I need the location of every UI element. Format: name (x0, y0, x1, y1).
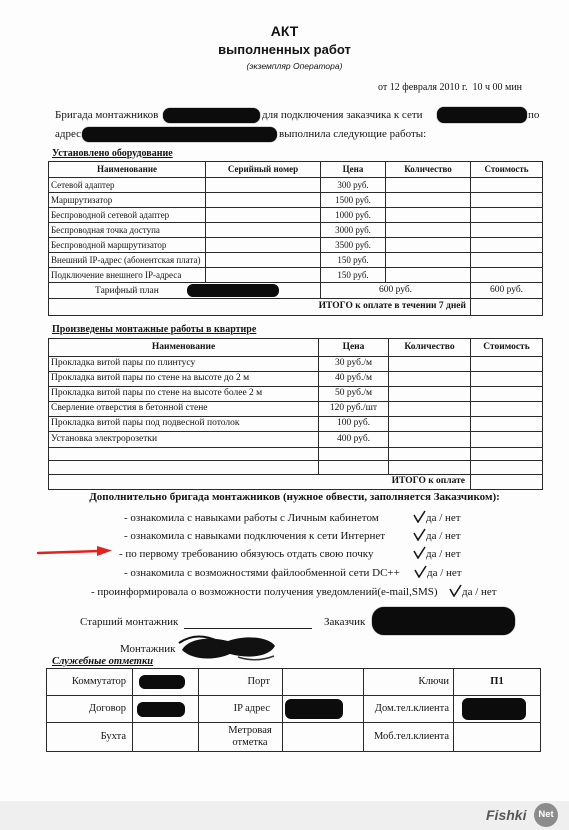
empty-table-row (49, 461, 543, 475)
meter-mark-label: Метровая отметка (228, 725, 272, 748)
empty-cell (389, 461, 471, 475)
cost-cell (471, 178, 543, 193)
table-row (49, 417, 543, 432)
total-row (49, 299, 543, 316)
work-name: Прокладка витой пары по стене на высоте более 2 м (49, 387, 319, 402)
quantity-cell (389, 357, 471, 372)
redaction-mark (372, 607, 515, 635)
checklist-answer: да / нет (426, 512, 461, 524)
table-row (49, 193, 543, 208)
redaction-mark (462, 698, 526, 720)
check-mark-icon (414, 565, 427, 578)
checklist-answer: да / нет (427, 567, 462, 579)
item-name: Беспроводной маршрутизатор (49, 238, 206, 253)
checklist-answer: да / нет (462, 586, 497, 598)
ip-value-cell (283, 696, 364, 723)
tariff-price: 600 руб. (321, 283, 471, 299)
cost-cell (471, 372, 543, 387)
item-price: 3500 руб. (321, 238, 386, 253)
tariff-row (49, 283, 543, 299)
document-subtitle: выполненных работ (218, 42, 351, 57)
table-row (49, 208, 543, 223)
work-price: 30 руб./м (319, 357, 389, 372)
redaction-mark (82, 127, 277, 142)
cost-cell (471, 208, 543, 223)
table-row (49, 268, 543, 283)
column-header-cost: Стоимость (471, 339, 543, 357)
contract-value-cell (133, 696, 199, 723)
redaction-mark (139, 675, 185, 689)
check-mark-icon (413, 528, 426, 541)
fishki-logo-text: Fishki (486, 807, 527, 823)
completed-text: выполнила следующие работы: (279, 128, 427, 140)
tariff-cell (49, 283, 321, 299)
table-row (49, 223, 543, 238)
total-row (49, 475, 543, 490)
cost-cell (471, 253, 543, 268)
redaction-mark (137, 702, 185, 717)
redaction-mark (187, 284, 279, 297)
item-price: 150 руб. (321, 253, 386, 268)
serial-cell (206, 238, 321, 253)
table-row (47, 669, 541, 696)
home-phone-value-cell (454, 696, 541, 723)
works-heading: Произведены монтажные работы в квартире (52, 324, 257, 335)
column-header-name: Наименование (49, 162, 206, 178)
serial-cell (206, 253, 321, 268)
mobile-phone-value-cell (454, 723, 541, 752)
quantity-cell (386, 238, 471, 253)
check-mark-icon (413, 546, 426, 559)
equipment-heading: Установлено оборудование (52, 148, 173, 159)
service-table (46, 668, 541, 752)
table-header-row (49, 339, 543, 357)
checklist-item-text: - проинформировала о возможности получения уведомлений(e-mail,SMS) (91, 586, 438, 598)
empty-cell (319, 461, 389, 475)
item-name: Внешний IP-адрес (абонентская плата) (49, 253, 206, 268)
column-header-price: Цена (321, 162, 386, 178)
work-price: 40 руб./м (319, 372, 389, 387)
checklist-item-text: - ознакомила с возможностями файлообменной сети DC++ (124, 567, 400, 579)
column-header-serial: Серийный номер (206, 162, 321, 178)
item-name: Маршрутизатор (49, 193, 206, 208)
total-label: ИТОГО к оплате в течении 7 дней (49, 299, 471, 316)
mobile-phone-label: Моб.тел.клиента (364, 723, 454, 752)
checklist-answer: да / нет (426, 530, 461, 542)
quantity-cell (386, 193, 471, 208)
watermark-bar (0, 801, 569, 830)
cost-cell (471, 238, 543, 253)
redaction-mark (163, 108, 260, 123)
spool-value-cell (133, 723, 199, 752)
serial-cell (206, 268, 321, 283)
meter-mark-value-cell (283, 723, 364, 752)
work-price: 120 руб./шт (319, 402, 389, 417)
column-header-price: Цена (319, 339, 389, 357)
port-label: Порт (199, 669, 283, 696)
work-name: Установка электророзетки (49, 432, 319, 448)
work-name: Сверление отверстия в бетонной стене (49, 402, 319, 417)
serial-cell (206, 208, 321, 223)
quantity-cell (389, 372, 471, 387)
table-row (49, 357, 543, 372)
work-price: 50 руб./м (319, 387, 389, 402)
item-name: Беспроводной сетевой адаптер (49, 208, 206, 223)
copy-note: (экземпляр Оператора) (246, 61, 343, 71)
empty-cell (319, 448, 389, 461)
quantity-cell (389, 417, 471, 432)
check-mark-icon (449, 584, 462, 597)
quantity-cell (386, 208, 471, 223)
senior-installer-label: Старший монтажник (80, 616, 179, 628)
item-price: 150 руб. (321, 268, 386, 283)
empty-cell (49, 448, 319, 461)
quantity-cell (386, 268, 471, 283)
quantity-cell (389, 432, 471, 448)
column-header-quantity: Количество (389, 339, 471, 357)
table-row (49, 372, 543, 387)
cost-cell (471, 432, 543, 448)
purpose-text: для подключения заказчика к сети (262, 109, 423, 121)
empty-cell (389, 448, 471, 461)
table-row (47, 723, 541, 752)
ip-label: IP адрес (199, 696, 283, 723)
switch-label: Коммутатор (47, 669, 133, 696)
fishki-logo-badge: Net (534, 803, 558, 827)
quantity-cell (386, 223, 471, 238)
serial-cell (206, 178, 321, 193)
empty-cell (49, 461, 319, 475)
service-heading: Служебные отметки (52, 656, 154, 667)
work-name: Прокладка витой пары под подвесной потолок (49, 417, 319, 432)
item-price: 1000 руб. (321, 208, 386, 223)
work-price: 100 руб. (319, 417, 389, 432)
switch-value-cell (133, 669, 199, 696)
installer-label: Монтажник (120, 643, 176, 655)
cost-cell (471, 387, 543, 402)
total-value-cell (471, 475, 543, 490)
cost-cell (471, 417, 543, 432)
keys-label: Ключи (364, 669, 454, 696)
checklist-item-text: - ознакомила с навыками подключения к сети Интернет (124, 530, 386, 542)
empty-cell (471, 448, 543, 461)
table-row (49, 387, 543, 402)
tariff-cost: 600 руб. (471, 283, 543, 299)
checklist-item-text: - ознакомила с навыками работы с Личным кабинетом (124, 512, 379, 524)
empty-table-row (49, 448, 543, 461)
work-price: 400 руб. (319, 432, 389, 448)
tariff-label: Тарифный план (95, 285, 159, 296)
serial-cell (206, 223, 321, 238)
cost-cell (471, 357, 543, 372)
redaction-mark (437, 107, 527, 123)
item-price: 1500 руб. (321, 193, 386, 208)
column-header-cost: Стоимость (471, 162, 543, 178)
equipment-table (48, 161, 543, 316)
quantity-cell (386, 178, 471, 193)
item-price: 3000 руб. (321, 223, 386, 238)
table-header-row (49, 162, 543, 178)
crew-label: Бригада монтажников (55, 109, 159, 121)
check-mark-icon (413, 510, 426, 523)
red-arrow-icon (36, 544, 114, 558)
work-name: Прокладка витой пары по стене на высоте до 2 м (49, 372, 319, 387)
home-phone-label: Дом.тел.клиента (364, 696, 454, 723)
quantity-cell (389, 402, 471, 417)
document-title: АКТ (270, 23, 299, 39)
table-row (49, 238, 543, 253)
signature-line (184, 628, 312, 629)
keys-value: П1 (454, 669, 541, 696)
table-row (49, 253, 543, 268)
preposition-text: по (528, 109, 540, 121)
total-label: ИТОГО к оплате (49, 475, 471, 490)
contract-label: Договор (47, 696, 133, 723)
spool-label: Бухта (47, 723, 133, 752)
item-name: Сетевой адаптер (49, 178, 206, 193)
serial-cell (206, 193, 321, 208)
additional-heading: Дополнительно бригада монтажников (нужное обвести, заполняется Заказчиком): (89, 491, 500, 503)
document-date: от 12 февраля 2010 г. 10 ч 00 мин (378, 82, 523, 93)
table-row (49, 178, 543, 193)
checklist-item-text: - по первому требованию обязуюсь отдать свою почку (119, 548, 374, 560)
column-header-name: Наименование (49, 339, 319, 357)
work-name: Прокладка витой пары по плинтусу (49, 357, 319, 372)
customer-label: Заказчик (324, 616, 366, 628)
quantity-cell (386, 253, 471, 268)
column-header-quantity: Количество (386, 162, 471, 178)
empty-cell (471, 461, 543, 475)
works-table (48, 338, 543, 490)
cost-cell (471, 268, 543, 283)
checklist-answer: да / нет (426, 548, 461, 560)
table-row (49, 432, 543, 448)
quantity-cell (389, 387, 471, 402)
item-price: 300 руб. (321, 178, 386, 193)
cost-cell (471, 402, 543, 417)
item-name: Беспроводная точка доступа (49, 223, 206, 238)
total-value-cell (471, 299, 543, 316)
table-row (49, 402, 543, 417)
port-value-cell (283, 669, 364, 696)
address-label: адрес (55, 128, 82, 140)
meter-mark-cell (199, 723, 283, 752)
redaction-mark (285, 699, 343, 719)
signature-scribble (178, 630, 278, 664)
cost-cell (471, 223, 543, 238)
table-row (47, 696, 541, 723)
cost-cell (471, 193, 543, 208)
item-name: Подключение внешнего IP-адреса (49, 268, 206, 283)
